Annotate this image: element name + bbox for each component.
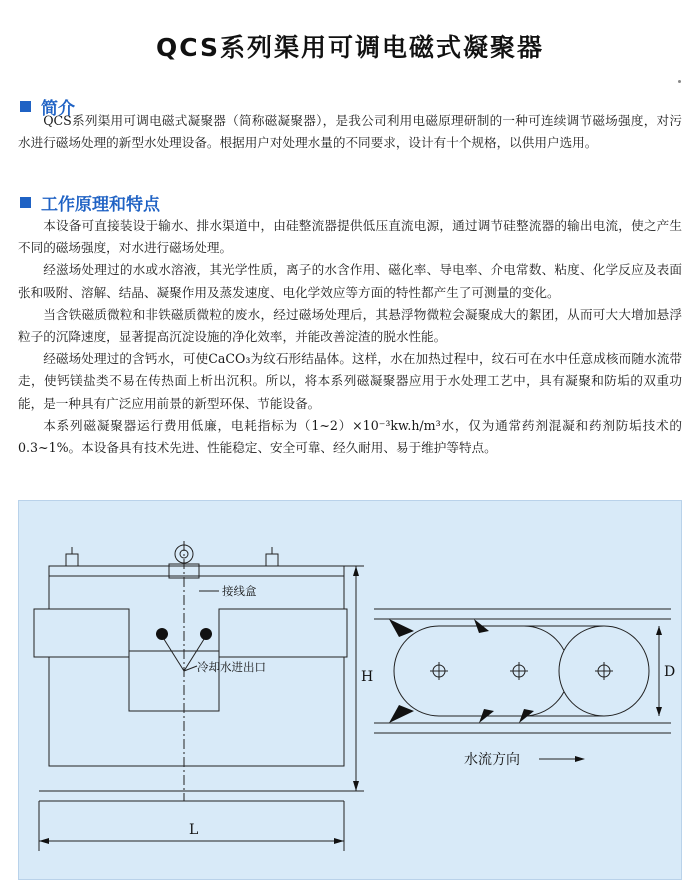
bullet-square-icon <box>20 197 31 208</box>
diameter-dimension-label: D <box>664 664 676 680</box>
paragraph: 本系列磁凝聚器运行费用低廉，电耗指标为（1~2）×10⁻³kw.h/m³水，仅为通常药剂混凝和药剂防垢技术的0.3~1%。本设备具有技术先进、性能稳定、安全可靠、经久耐用、易于维护等特点。 <box>18 417 682 456</box>
paragraph: 本设备可直接装设于输水、排水渠道中，由硅整流器提供低压直流电源，通过调节硅整流器的输出电流，使之产生不同的磁场强度，对水进行磁场处理。 <box>18 218 682 256</box>
left-coil-block <box>34 609 129 657</box>
technical-drawing <box>18 500 682 880</box>
paragraph: QCS系列渠用可调电磁式凝聚器（简称磁凝聚器），是我公司利用电磁原理研制的一种可连续调节磁场强度，对污水进行磁场处理的新型水处理设备。根据用户对处理水量的不同要求，设计有十个规格，以供用户选用。 <box>18 113 682 151</box>
flow-direction-label: 水流方向 <box>464 752 520 768</box>
junction-box-label: 接线盒 <box>222 584 257 598</box>
paragraph: 经滋场处理过的水或水溶液，其光学性质，离子的水含作用、磁化率、导电率、介电常数、粘度、化学反应及表面张和吸附、溶解、结晶、凝聚作用及蒸发速度、电化学效应等方面的特性都产生了可测量的变化。 <box>18 262 682 300</box>
paragraph: 经磁场处理过的含钙水，可使CaCO₃为纹石形结晶体。这样，水在加热过程中，纹石可在水中任意成核而随水流带走，使钙镁盐类不易在传热面上析出沉积。所以，将本系列磁凝聚器应用于水处理工艺中，具有凝聚和防垢的双重功能，是一种具有广泛应用前景的新型环保、节能设备。 <box>18 351 682 411</box>
paragraph: 当含铁磁质微粒和非铁磁质微粒的废水，经过磁场处理后，其悬浮物微粒会凝聚成大的絮团，从而可大大增加悬浮粒子的沉降速度，显著提高沉淀设施的净化效率，并能改善淀渣的脱水性能。 <box>18 306 682 345</box>
intro-text <box>18 110 682 154</box>
page-title: QCS系列渠用可调电磁式凝聚器 <box>155 33 545 62</box>
section-heading-principle <box>18 190 160 215</box>
section-heading-label: 简介 <box>41 99 75 119</box>
section-heading-label: 工作原理和特点 <box>41 195 160 215</box>
right-coil-block <box>219 609 347 657</box>
drawing-svg <box>19 501 681 879</box>
cooling-inlet-label: 冷却水进出口 <box>197 660 266 674</box>
length-dimension-label: L <box>189 822 199 838</box>
decorative-dot <box>678 80 681 83</box>
top-frame <box>49 566 344 576</box>
principle-text <box>18 215 682 459</box>
height-dimension-label: H <box>361 669 374 685</box>
